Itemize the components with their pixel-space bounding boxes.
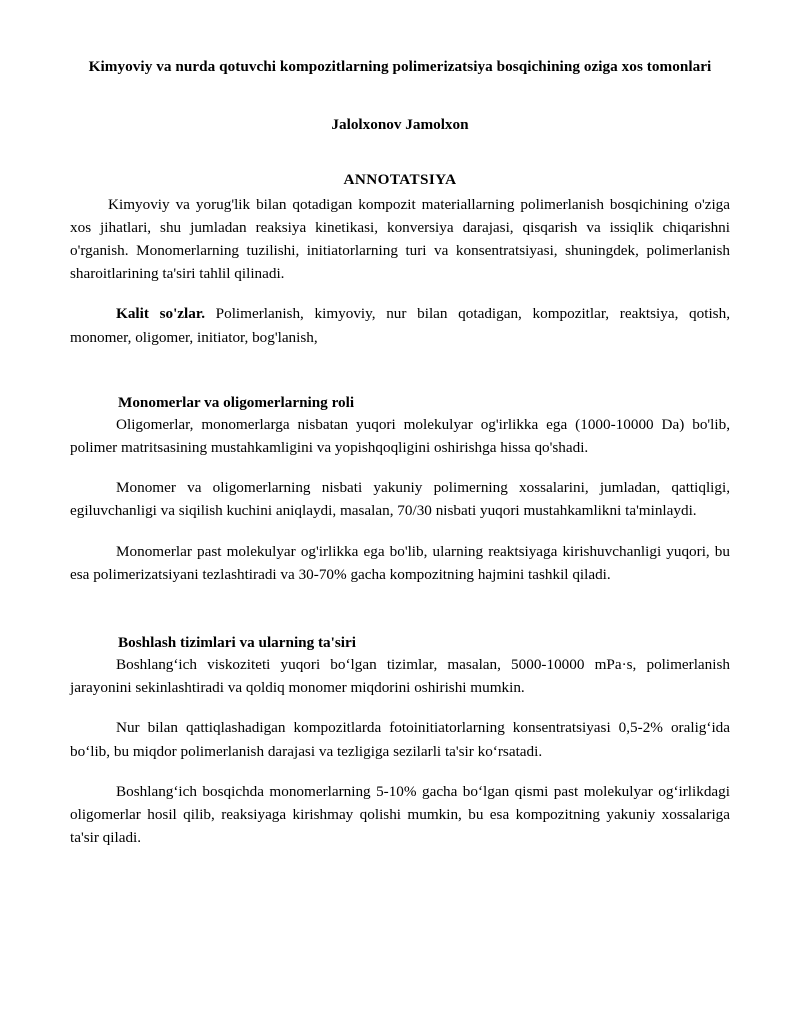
section-initiation-paragraph-3: Boshlangʻich bosqichda monomerlarning 5-10% gacha boʻlgan qismi past molekulyar ogʻirlikdagi oligomerlar hosil qilib, reaksiyaga kirishmay qolishi mumkin, bu esa kompozitning yakuniy xossalariga ta'sir qiladi. [70, 782, 730, 846]
section-initiation-paragraph-1: Boshlangʻich viskoziteti yuqori boʻlgan tizimlar, masalan, 5000-10000 mPa·s, polimerlanish jarayonini sekinlashtiradi va qoldiq monomer miqdorini oshirishi mumkin. [70, 656, 730, 697]
section-heading-initiation-systems: Boshlash tizimlari va ularning ta'siri [118, 633, 356, 651]
abstract-paragraph: Kimyoviy va yorug'lik bilan qotadigan kompozit materiallarning polimerlanish bosqichining o'ziga xos jihatlari, shu jumladan reaksiya kinetikasi, konversiya darajasi, qisqarish va issiqlik chiqarishni o'rganish. Monomerlarning tuzilishi, initiatorlarning turi va konsentratsiyasi, shuningdek, polimerlanish sharoitlarining ta'siri tahlil qilinadi. [70, 196, 730, 283]
section-monomers-paragraph-3: Monomerlar past molekulyar og'irlikka ega bo'lib, ularning reaktsiyaga kirishuvchanligi yuqori, bu esa polimerizatsiyani tezlashtiradi va 30-70% gacha kompozitning hajmini tashkil qiladi. [70, 542, 730, 583]
keywords-label: Kalit so'zlar. [116, 305, 205, 323]
keywords-list: Polimerlanish, kimyoviy, nur bilan qotadigan, kompozitlar, reaktsiya, qotish, monomer, oligomer, initiator, bog'lanish, [70, 305, 730, 346]
section-initiation-systems [70, 633, 730, 849]
author-name: Jalolxonov Jamolxon [331, 115, 469, 133]
section-monomers-paragraph-1: Oligomerlar, monomerlarga nisbatan yuqori molekulyar og'irlikka ega (1000-10000 Da) bo'lib, polimer matritsasining mustahkamligini va yopishqoqligini oshirishga hissa qo'shadi. [70, 416, 730, 457]
page-title: Kimyoviy va nurda qotuvchi kompozitlarning polimerizatsiya bosqichining oziga xos tomonlari [88, 58, 712, 75]
section-monomers-paragraph-2: Monomer va oligomerlarning nisbati yakuniy polimerning xossalarini, jumladan, qattiqligi, egiluvchanligi va siqilish kuchini aniqlaydi, masalan, 70/30 nisbati yuqori mustahkamlikni ta'minlaydi. [70, 479, 730, 520]
abstract-heading: ANNOTATSIYA [343, 171, 457, 189]
section-monomers [70, 393, 730, 586]
section-heading-monomers: Monomerlar va oligomerlarning roli [118, 393, 355, 411]
section-initiation-paragraph-2: Nur bilan qattiqlashadigan kompozitlarda fotoinitiatorlarning konsentratsiyasi 0,5-2% oraligʻida boʻlib, bu miqdor polimerlanish darajasi va tezligiga sezilarli ta'sir koʻrsatadi. [70, 719, 730, 760]
keywords-paragraph [70, 302, 730, 348]
